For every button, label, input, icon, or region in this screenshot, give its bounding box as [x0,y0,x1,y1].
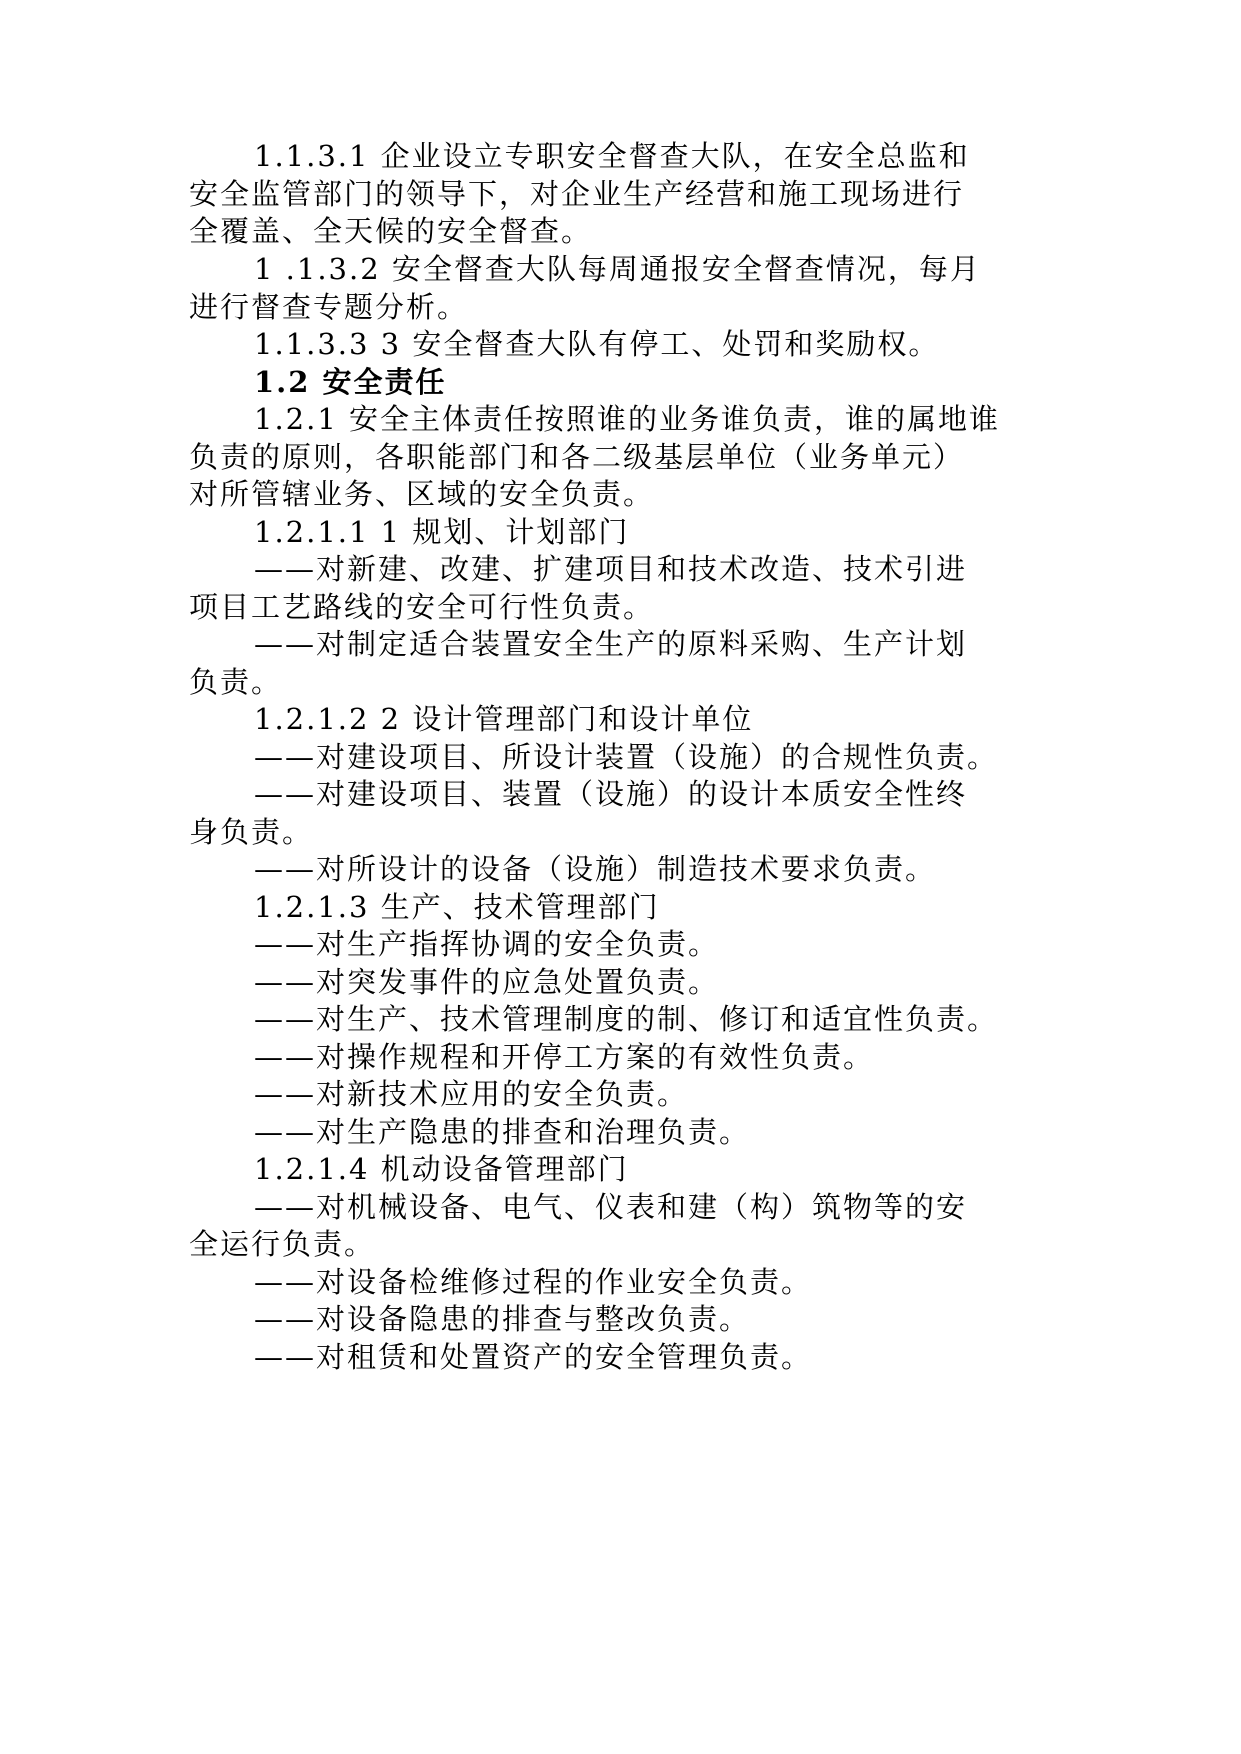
duty-item-continuation: 全运行负责。 [189,1227,376,1261]
duty-item: ——对所设计的设备（设施）制造技术要求负责。 [254,852,937,886]
clause-1-1-3-2-line-2: 进行督查专题分析。 [189,290,469,324]
duty-item: ——对操作规程和开停工方案的有效性负责。 [254,1040,875,1074]
section-heading-1-2: 1.2 安全责任 [254,365,447,399]
duty-item: ——对租赁和处置资产的安全管理负责。 [254,1340,813,1374]
duty-item: ——对建设项目、装置（设施）的设计本质安全性终 [254,777,968,811]
duty-item-continuation: 负责。 [189,665,283,699]
duty-item: ——对生产隐患的排查和治理负责。 [254,1115,751,1149]
duty-item-continuation: 身负责。 [189,815,314,849]
duty-item: ——对设备隐患的排查与整改负责。 [254,1302,751,1336]
clause-1-1-3-1-line-3: 全覆盖、全天候的安全督查。 [189,214,593,248]
clause-1-1-3-1-line-1: 1.1.3.1 企业设立专职安全督查大队，在安全总监和 [254,139,970,173]
clause-1-1-3-1-line-2: 安全监管部门的领导下，对企业生产经营和施工现场进行 [189,177,965,211]
clause-1-2-1-1-title: 1.2.1.1 1 规划、计划部门 [254,515,630,549]
clause-1-2-1-3-title: 1.2.1.3 生产、技术管理部门 [254,890,660,924]
clause-1-1-3-2-line-1: 1 .1.3.2 安全督查大队每周通报安全督查情况，每月 [254,252,981,286]
clause-1-2-1-line-3: 对所管辖业务、区域的安全负责。 [189,477,655,511]
clause-1-2-1-4-title: 1.2.1.4 机动设备管理部门 [254,1152,629,1186]
duty-item: ——对新建、改建、扩建项目和技术改造、技术引进 [254,552,968,586]
clause-1-1-3-3: 1.1.3.3 3 安全督查大队有停工、处罚和奖励权。 [254,327,940,361]
duty-item: ——对机械设备、电气、仪表和建（构）筑物等的安 [254,1190,968,1224]
duty-item: ——对新技术应用的安全负责。 [254,1077,689,1111]
clause-1-2-1-line-2: 负责的原则，各职能部门和各二级基层单位（业务单元） [189,440,965,474]
duty-item: ——对突发事件的应急处置负责。 [254,965,720,999]
duty-item-continuation: 项目工艺路线的安全可行性负责。 [189,590,655,624]
clause-1-2-1-line-1: 1.2.1 安全主体责任按照谁的业务谁负责，谁的属地谁 [254,402,1001,436]
duty-item: ——对生产、技术管理制度的制、修订和适宜性负责。 [254,1002,999,1036]
clause-1-2-1-2-title: 1.2.1.2 2 设计管理部门和设计单位 [254,702,754,736]
duty-item: ——对生产指挥协调的安全负责。 [254,927,720,961]
duty-item: ——对制定适合装置安全生产的原料采购、生产计划 [254,627,968,661]
duty-item: ——对设备检维修过程的作业安全负责。 [254,1265,813,1299]
duty-item: ——对建设项目、所设计装置（设施）的合规性负责。 [254,740,999,774]
